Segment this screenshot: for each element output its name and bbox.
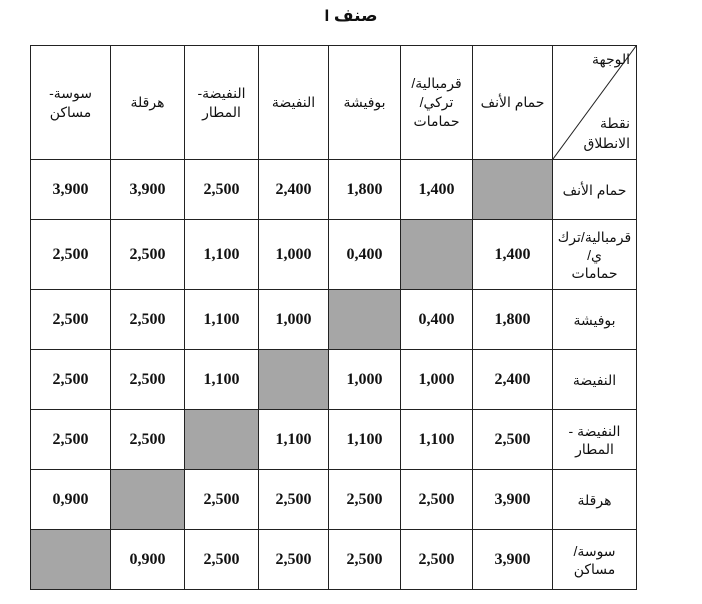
- fare-cell: 2,500: [111, 220, 185, 290]
- label-line: هرقلة: [577, 491, 612, 508]
- fare-cell: 0,900: [31, 470, 111, 530]
- label-line: المطار: [575, 440, 614, 457]
- fare-cell: 0,400: [401, 290, 473, 350]
- row-header: [553, 220, 637, 290]
- label-line: قرمبالية/ترك: [557, 228, 632, 245]
- fare-cell: 1,000: [401, 350, 473, 410]
- corner-origin-line: الانطلاق: [583, 135, 630, 151]
- fare-cell: 3,900: [111, 160, 185, 220]
- fare-cell: 2,500: [31, 220, 111, 290]
- row-header: [553, 160, 637, 220]
- fare-cell: 2,400: [473, 350, 553, 410]
- column-header: [259, 46, 329, 160]
- diagonal-cell: [401, 220, 473, 290]
- corner-cell: [553, 46, 637, 160]
- row-header: [553, 530, 637, 590]
- fare-cell: 1,400: [473, 220, 553, 290]
- fare-cell: 3,900: [31, 160, 111, 220]
- fare-cell: 1,100: [185, 290, 259, 350]
- fare-cell: 2,400: [259, 160, 329, 220]
- fare-cell: 2,500: [31, 350, 111, 410]
- column-header: [185, 46, 259, 160]
- fare-cell: 2,500: [185, 470, 259, 530]
- corner-origin-label: [584, 113, 630, 153]
- fare-cell: 1,100: [259, 410, 329, 470]
- column-header: [401, 46, 473, 160]
- label-line: سوسة/: [573, 542, 616, 559]
- table-row: [31, 350, 637, 410]
- label-line: مساكن: [573, 560, 616, 577]
- corner-origin-line: نقطة: [600, 115, 630, 131]
- fare-cell: 1,100: [185, 350, 259, 410]
- label-line: النفيضة -: [568, 422, 621, 439]
- fare-cell: 3,900: [473, 530, 553, 590]
- diagonal-cell: [259, 350, 329, 410]
- fare-cell: 3,900: [473, 470, 553, 530]
- fare-cell: 2,500: [111, 410, 185, 470]
- fare-cell: 2,500: [473, 410, 553, 470]
- row-header: [553, 410, 637, 470]
- fare-cell: 2,500: [401, 470, 473, 530]
- table-row: [31, 160, 637, 220]
- label-line: النفيضة: [271, 94, 316, 110]
- label-line: حمام الأنف: [562, 181, 627, 198]
- diagonal-cell: [31, 530, 111, 590]
- header-row: [31, 46, 637, 160]
- row-header: [553, 470, 637, 530]
- column-header: [473, 46, 553, 160]
- label-line: بوفيشة: [343, 94, 386, 110]
- label-line: حمامات: [413, 113, 460, 129]
- fare-cell: 2,500: [31, 290, 111, 350]
- fare-cell: 1,100: [329, 410, 401, 470]
- fare-cell: 1,100: [185, 220, 259, 290]
- corner-destination-label: الوجهة: [591, 51, 630, 67]
- fare-cell: 2,500: [329, 470, 401, 530]
- fare-cell: 2,500: [185, 530, 259, 590]
- fare-cell: 2,500: [401, 530, 473, 590]
- label-line: بوفيشة: [573, 311, 616, 328]
- fare-cell: 2,500: [259, 470, 329, 530]
- fare-cell: 0,900: [111, 530, 185, 590]
- column-header: [31, 46, 111, 160]
- fare-cell: 1,800: [473, 290, 553, 350]
- label-line: النفيضة-: [197, 84, 246, 101]
- fare-cell: 1,000: [259, 220, 329, 290]
- label-line: هرقلة: [130, 94, 165, 110]
- diagonal-cell: [111, 470, 185, 530]
- fare-cell: 1,000: [329, 350, 401, 410]
- label-line: النفيضة: [572, 371, 617, 388]
- diagonal-cell: [185, 410, 259, 470]
- label-line: تركي/: [419, 94, 454, 110]
- column-header: [329, 46, 401, 160]
- label-line: المطار: [202, 103, 241, 120]
- table-row: [31, 410, 637, 470]
- fare-cell: 1,000: [259, 290, 329, 350]
- diagonal-cell: [329, 290, 401, 350]
- fare-table: [30, 45, 637, 590]
- fare-cell: 2,500: [111, 350, 185, 410]
- fare-cell: 2,500: [329, 530, 401, 590]
- diagonal-cell: [473, 160, 553, 220]
- column-header: [111, 46, 185, 160]
- table-row: [31, 220, 637, 290]
- row-header: [553, 350, 637, 410]
- fare-cell: 0,400: [329, 220, 401, 290]
- label-line: حمام الأنف: [480, 94, 545, 110]
- label-line: حمامات: [571, 264, 618, 281]
- fare-cell: 2,500: [259, 530, 329, 590]
- table-row: [31, 530, 637, 590]
- fare-cell: 1,800: [329, 160, 401, 220]
- label-line: قرمبالية/: [411, 75, 462, 91]
- label-line: ي/: [587, 246, 602, 263]
- page-title: صنف I: [324, 6, 378, 25]
- fare-cell: 2,500: [111, 290, 185, 350]
- table-row: [31, 470, 637, 530]
- fare-cell: 2,500: [31, 410, 111, 470]
- fare-cell: 1,100: [401, 410, 473, 470]
- table-row: [31, 290, 637, 350]
- label-line: مساكن: [49, 103, 92, 120]
- row-header: [553, 290, 637, 350]
- label-line: سوسة-: [49, 84, 92, 101]
- fare-cell: 1,400: [401, 160, 473, 220]
- fare-cell: 2,500: [185, 160, 259, 220]
